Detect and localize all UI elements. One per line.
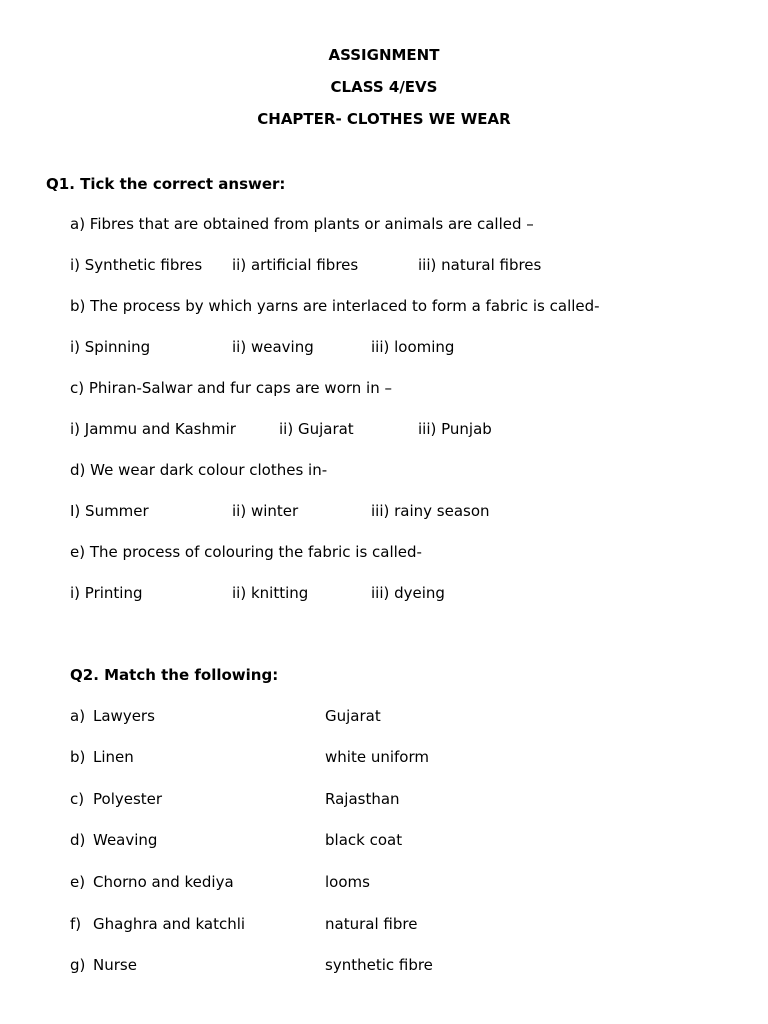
match-right-item: black coat [325,831,403,849]
q1-a-option-3: iii) natural fibres [418,256,542,274]
match-right-item: looms [325,873,370,891]
q1-question-e: e) The process of colouring the fabric is called- [70,543,422,561]
match-right-item: white uniform [325,748,429,766]
match-left-item: Nurse [93,956,137,974]
q1-question-a: a) Fibres that are obtained from plants or animals are called – [70,215,534,233]
q1-e-option-1: i) Printing [70,584,143,602]
q1-d-option-3: iii) rainy season [371,502,490,520]
q1-question-c: c) Phiran-Salwar and fur caps are worn in – [70,379,392,397]
match-left-item: Ghaghra and katchli [93,915,246,933]
match-marker: e) [70,873,86,891]
q1-e-option-2: ii) knitting [232,584,309,602]
match-left-item: Polyester [93,790,163,808]
q1-question-d: d) We wear dark colour clothes in- [70,461,328,479]
match-left-item: Lawyers [93,707,155,725]
match-left-item: Linen [93,748,134,766]
q2-heading: Q2. Match the following: [70,666,279,684]
match-left-item: Chorno and kediya [93,873,234,891]
match-marker: a) [70,707,86,725]
q1-d-option-1: I) Summer [70,502,149,520]
q1-a-option-2: ii) artificial fibres [232,256,359,274]
page-title: ASSIGNMENT [328,46,440,64]
q1-b-option-3: iii) looming [371,338,455,356]
q1-c-option-1: i) Jammu and Kashmir [70,420,236,438]
match-left-item: Weaving [93,831,158,849]
q1-b-option-1: i) Spinning [70,338,151,356]
match-marker: d) [70,831,86,849]
q1-d-option-2: ii) winter [232,502,299,520]
q1-c-option-3: iii) Punjab [418,420,492,438]
match-right-item: synthetic fibre [325,956,433,974]
match-right-item: Gujarat [325,707,381,725]
q1-a-option-1: i) Synthetic fibres [70,256,203,274]
match-marker: b) [70,748,86,766]
q1-question-b: b) The process by which yarns are interlaced to form a fabric is called- [70,297,600,315]
match-marker: c) [70,790,85,808]
match-marker: g) [70,956,86,974]
q1-b-option-2: ii) weaving [232,338,314,356]
q1-e-option-3: iii) dyeing [371,584,445,602]
q1-c-option-2: ii) Gujarat [279,420,354,438]
match-right-item: natural fibre [325,915,418,933]
q1-heading: Q1. Tick the correct answer: [46,175,286,193]
class-line: CLASS 4/EVS [330,78,438,96]
match-marker: f) [70,915,82,933]
chapter-title: CHAPTER- CLOTHES WE WEAR [257,110,511,128]
match-right-item: Rajasthan [325,790,400,808]
